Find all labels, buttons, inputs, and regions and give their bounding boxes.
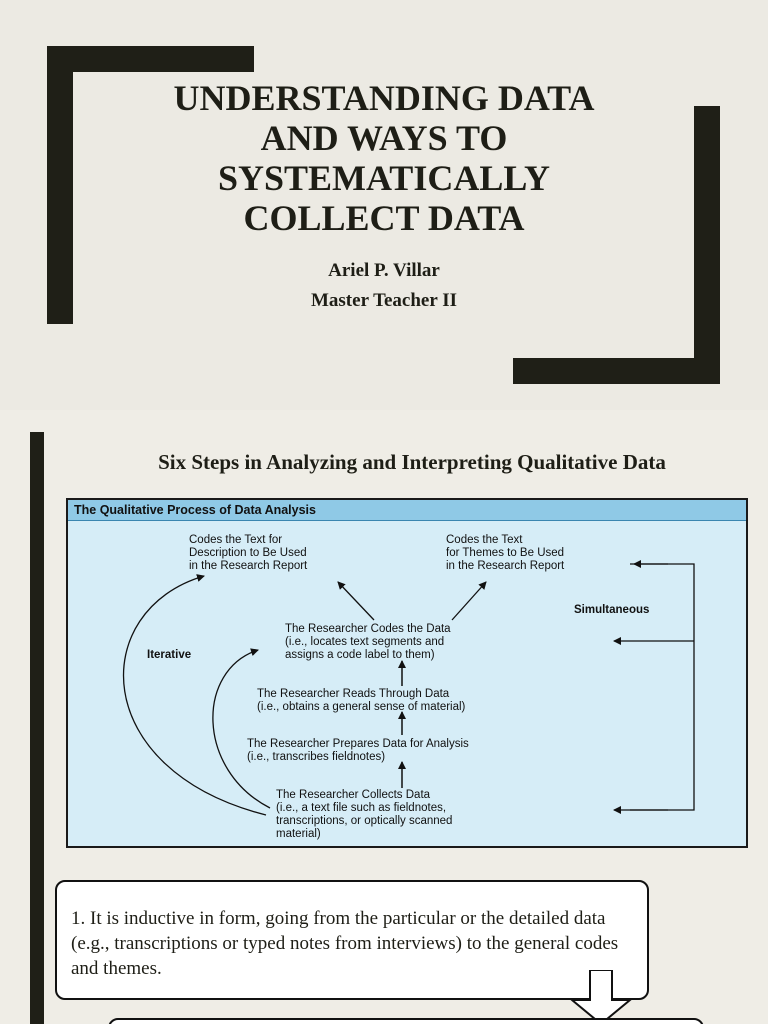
title-line: AND WAYS TO bbox=[260, 118, 508, 158]
frame-bottom-bar bbox=[513, 358, 720, 384]
frame-left-bar bbox=[47, 46, 73, 324]
codes-themes-box: Codes the Text for Themes to Be Used in the Research Report bbox=[446, 534, 565, 572]
figure-title: The Qualitative Process of Data Analysis bbox=[68, 500, 746, 521]
step-one-callout bbox=[55, 880, 649, 1000]
step-one-text: 1. It is inductive in form, going from the particular or the detailed data (e.g., transcriptions or typed notes from interviews) to the general codes and themes. bbox=[71, 908, 619, 979]
codes-data-step: The Researcher Codes the Data (i.e., locates text segments and assigns a code label to them) bbox=[285, 623, 451, 661]
iterative-label: Iterative bbox=[147, 649, 192, 661]
title-line: UNDERSTANDING DATA bbox=[173, 78, 595, 118]
inductive-step-slide bbox=[0, 862, 768, 1024]
accent-left-bar bbox=[30, 432, 44, 862]
reads-data-step: The Researcher Reads Through Data (i.e., obtains a general sense of material) bbox=[257, 688, 466, 713]
title-line: SYSTEMATICALLY bbox=[217, 158, 551, 198]
slide-heading: Six Steps in Analyzing and Interpreting Qualitative Data bbox=[158, 450, 666, 474]
frame-right-bar bbox=[694, 106, 720, 384]
analysis-steps-slide bbox=[0, 410, 768, 862]
step-two-callout bbox=[108, 1018, 704, 1024]
qualitative-process-figure bbox=[66, 498, 748, 848]
simultaneous-bracket bbox=[630, 564, 694, 810]
title-line: COLLECT DATA bbox=[243, 198, 525, 238]
collects-data-step: The Researcher Collects Data (i.e., a text file such as fieldnotes, transcriptions, or optically scanned material) bbox=[276, 789, 453, 840]
slide-title bbox=[120, 78, 648, 238]
arrow-to-themes bbox=[452, 582, 486, 620]
iterative-outer-curve bbox=[124, 576, 266, 815]
arrow-to-description bbox=[338, 582, 374, 620]
down-arrow-icon bbox=[568, 970, 634, 1024]
iterative-inner-curve bbox=[213, 650, 270, 808]
frame-top-bar bbox=[47, 46, 254, 72]
prepares-data-step: The Researcher Prepares Data for Analysis (i.e., transcribes fieldnotes) bbox=[247, 738, 469, 763]
title-slide bbox=[0, 0, 768, 410]
codes-description-box: Codes the Text for Description to Be Used in the Research Report bbox=[189, 534, 308, 572]
author-role: Master Teacher II bbox=[310, 290, 457, 311]
simultaneous-label: Simultaneous bbox=[574, 604, 650, 616]
author-name: Ariel P. Villar bbox=[328, 260, 440, 281]
accent-left-bar bbox=[30, 862, 44, 1024]
